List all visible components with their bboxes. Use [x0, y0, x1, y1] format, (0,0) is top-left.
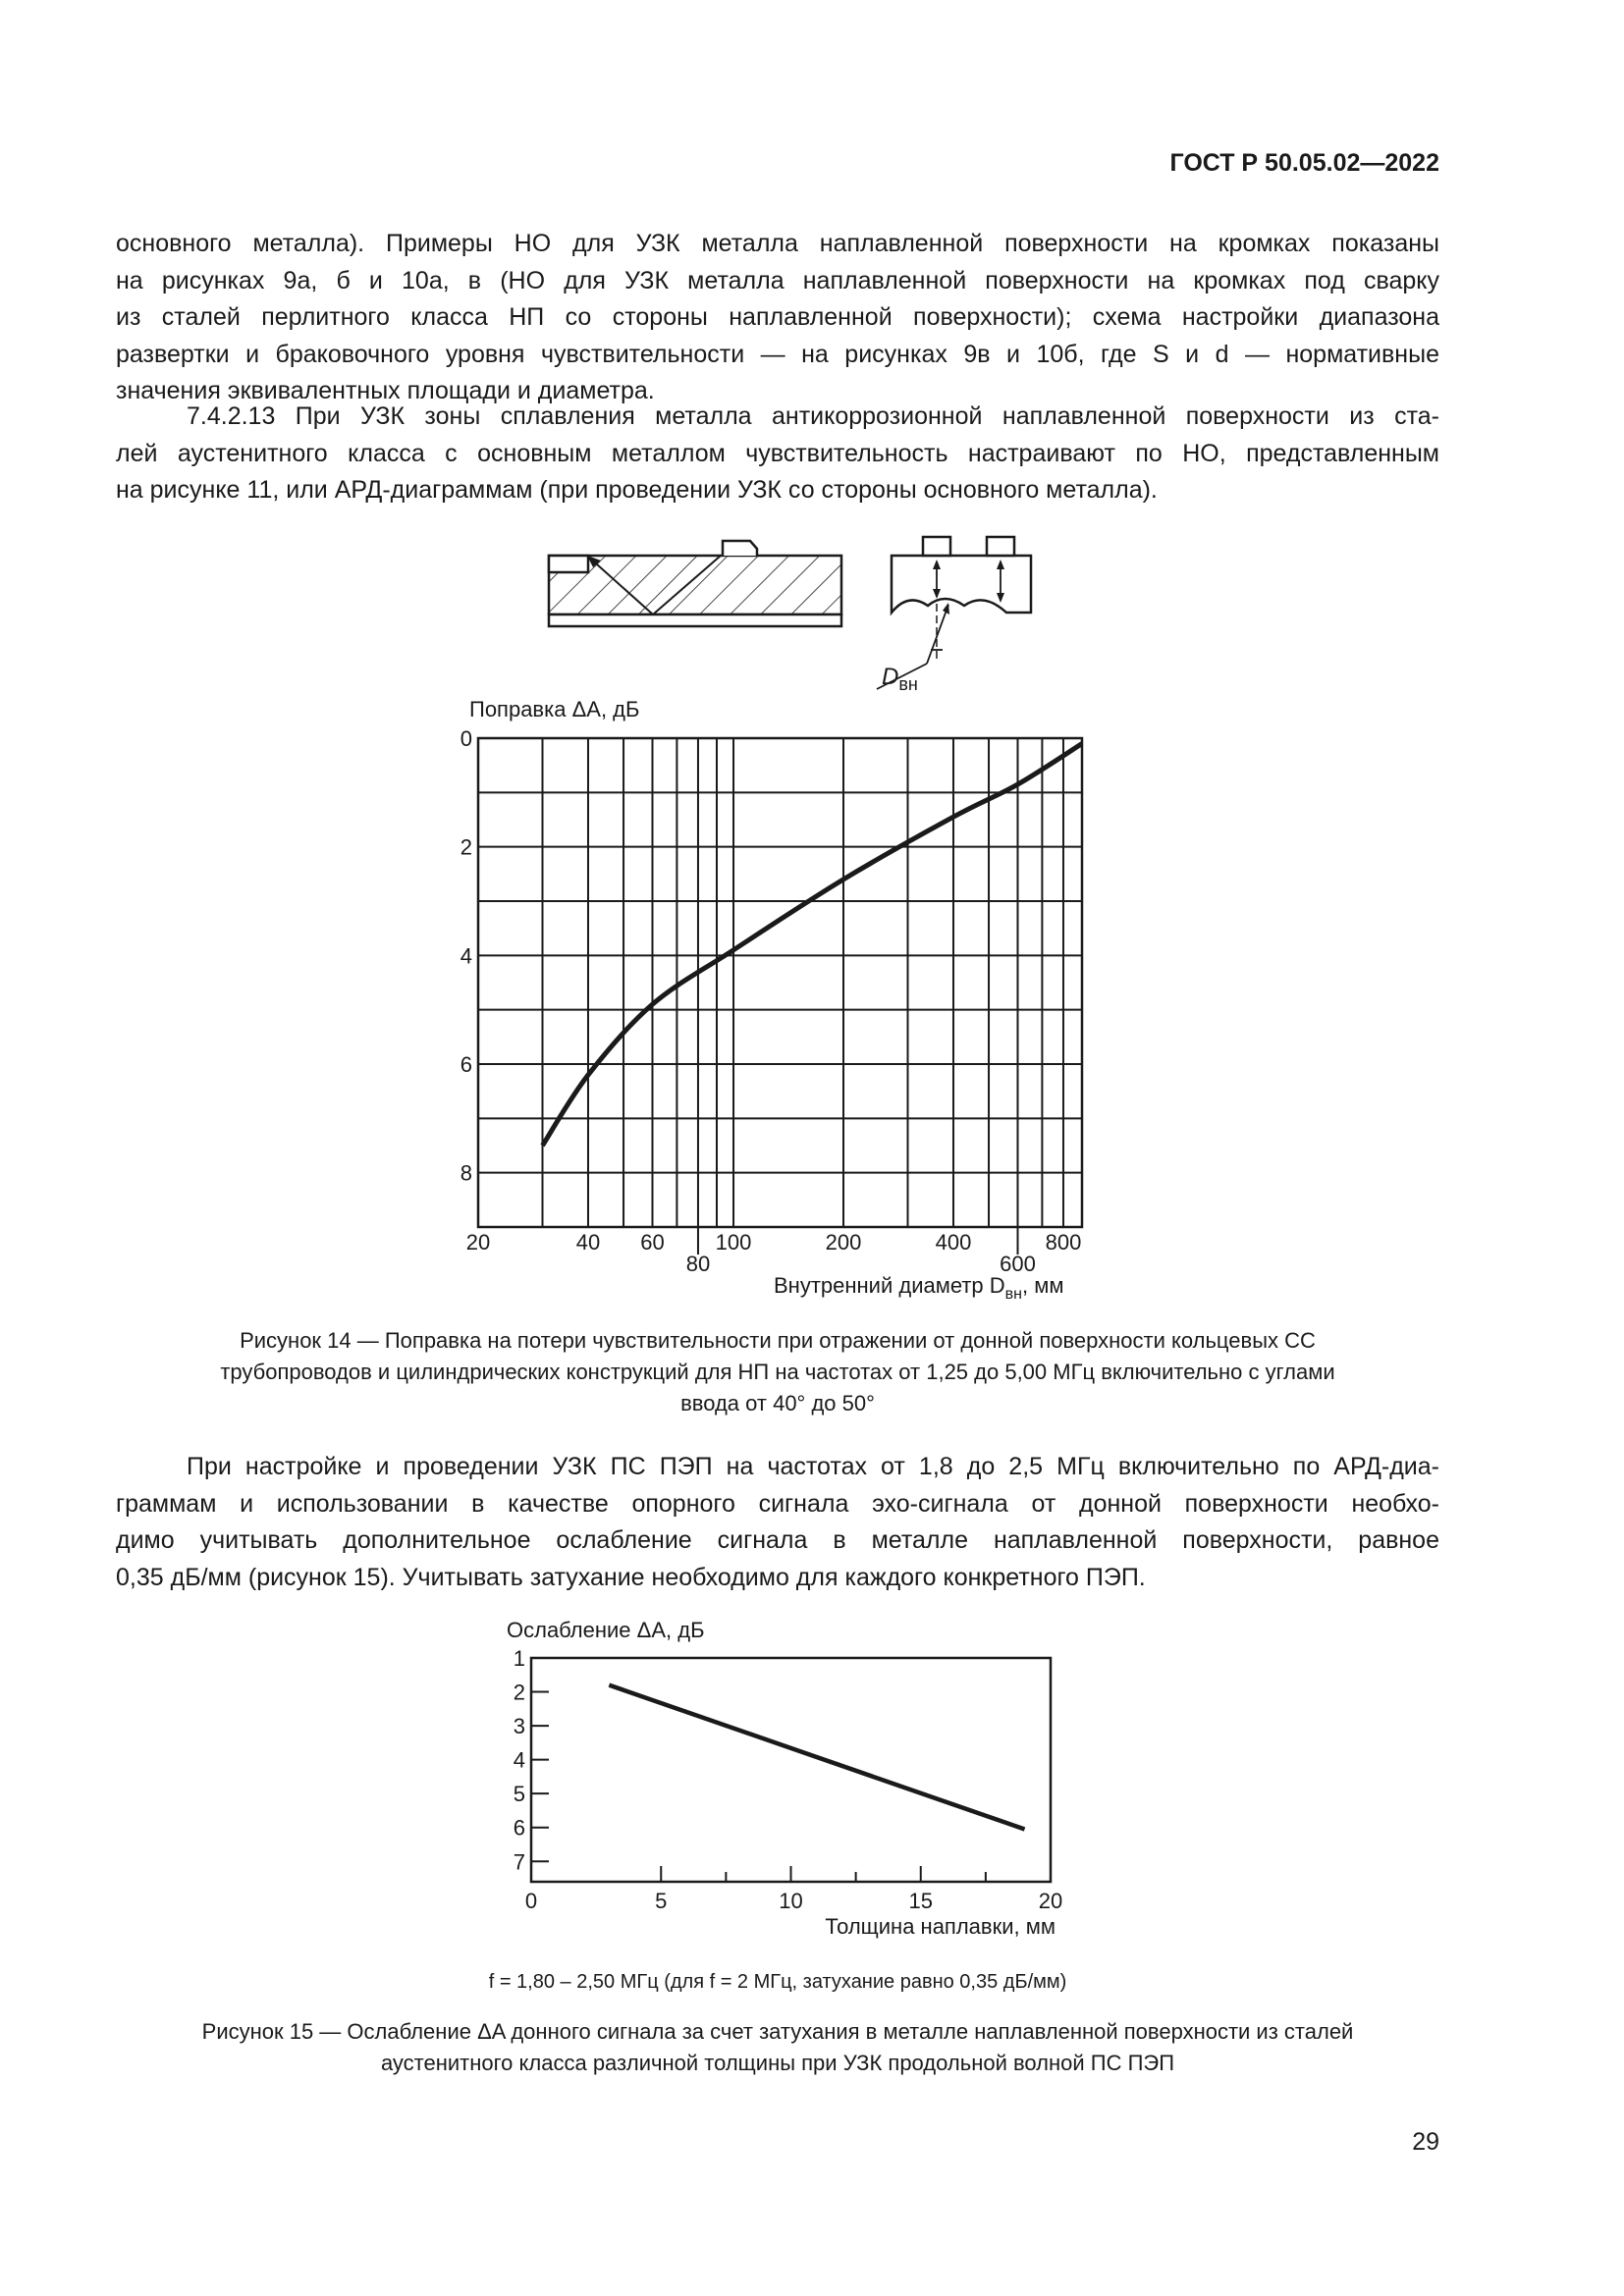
fig14-y-tick-label: 2	[460, 834, 472, 860]
fig14-x-tick-label: 200	[825, 1230, 862, 1255]
paragraph-line: лей аустенитного класса с основным металлом чувствительность настраивают по НО, представленным	[116, 439, 1439, 467]
fig14-x-tick-label: 80	[685, 1252, 711, 1276]
caption-line: трубопроводов и цилиндрических конструкций для НП на частотах от 1,25 до 5,00 МГц включительно с углами	[220, 1360, 1335, 1384]
caption-line: ввода от 40° до 50°	[680, 1391, 875, 1415]
fig14-x-axis-label-text: Внутренний диаметр D	[774, 1273, 1005, 1298]
fig14-x-tick-label: 20	[465, 1230, 491, 1255]
figure-15-caption	[116, 2016, 1439, 2079]
paragraph-line: значения эквивалентных площади и диаметра.	[116, 377, 655, 404]
fig15-x-tick-label: 0	[524, 1889, 538, 1913]
fig15-y-tick-label: 5	[513, 1782, 525, 1807]
paragraph-line: развертки и браковочного уровня чувствительности — на рисунках 9в и 10б, где S и d — нормативные	[116, 340, 1439, 368]
diameter-label-subscript: вн	[898, 674, 918, 694]
fig14-x-axis-label-unit: , мм	[1022, 1273, 1064, 1298]
fig14-y-axis-label: Поправка ΔA, дБ	[469, 697, 640, 721]
fig14-y-tick-label: 0	[460, 726, 472, 751]
paragraph-line: 7.4.2.13 При УЗК зоны сплавления металла антикоррозионной наплавленной поверхности из ста-	[187, 402, 1439, 430]
fig15-x-tick-label: 20	[1038, 1889, 1063, 1913]
fig14-x-tick-label: 800	[1045, 1230, 1082, 1255]
note-text: f = 1,80 – 2,50 МГц (для f = 2 МГц, затухание равно 0,35 дБ/мм)	[488, 1971, 1067, 1993]
fig15-y-tick-label: 7	[513, 1849, 525, 1875]
page-number: 29	[1412, 2128, 1439, 2156]
paragraph-line: димо учитывать дополнительное ослабление сигнала в металле наплавленной поверхности, равное	[116, 1526, 1439, 1554]
fig15-y-tick-label: 4	[513, 1747, 525, 1773]
paragraph-line: При настройке и проведении УЗК ПС ПЭП на частотах от 1,8 до 2,5 МГц включительно по АРД-диа-	[187, 1453, 1439, 1480]
fig14-x-axis-label-subscript: вн	[1004, 1286, 1023, 1303]
fig14-x-tick-label: 40	[575, 1230, 601, 1255]
fig15-x-tick-label: 5	[655, 1889, 668, 1913]
fig14-x-tick-label: 60	[640, 1230, 665, 1255]
fig15-x-axis-label: Толщина наплавки, мм	[825, 1914, 1056, 1939]
fig15-x-tick-label: 10	[779, 1889, 803, 1913]
fig15-x-tick-label: 15	[908, 1889, 933, 1913]
paragraph-line: граммам и использовании в качестве опорного сигнала эхо-сигнала от донной поверхности необхо-	[116, 1489, 1439, 1518]
fig15-frame	[531, 1658, 1051, 1882]
fig15-y-tick-label: 1	[513, 1646, 525, 1671]
fig15-attenuation-line	[609, 1685, 1024, 1830]
fig14-x-tick-label: 100	[715, 1230, 752, 1255]
fig14-x-tick-label: 600	[1000, 1252, 1036, 1276]
paragraph-line: основного металла). Примеры НО для УЗК металла наплавленной поверхности на кромках показаны	[116, 230, 1439, 257]
caption-line: Рисунок 15 — Ослабление ΔA донного сигнала за счет затухания в металле наплавленной поверхности из сталей	[201, 2019, 1354, 2044]
fig15-y-axis-label: Ослабление ΔA, дБ	[507, 1618, 705, 1642]
document-standard-number: ГОСТ Р 50.05.02—2022	[1169, 149, 1439, 177]
paragraph-line: на рисунках 9а, б и 10а, в (НО для УЗК металла наплавленной поверхности на кромках под сварку	[116, 266, 1439, 294]
fig15-y-tick-label: 6	[513, 1815, 525, 1841]
fig15-y-tick-label: 3	[513, 1714, 525, 1739]
paragraph-line: на рисунке 11, или АРД-диаграммам (при проведении УЗК со стороны основного металла).	[116, 476, 1158, 504]
paragraph-line: из сталей перлитного класса НП со стороны наплавленной поверхности); схема настройки диапазона	[116, 303, 1439, 331]
fig14-y-tick-label: 6	[460, 1052, 472, 1077]
figure-15-frequency-note	[116, 1971, 1439, 1994]
fig14-x-tick-label: 400	[935, 1230, 972, 1255]
fig15-ticks	[514, 1646, 1062, 1913]
caption-line: аустенитного класса различной толщины при УЗК продольной волной ПС ПЭП	[380, 2051, 1175, 2075]
diameter-label: D	[882, 664, 899, 690]
fig14-y-tick-label: 4	[460, 943, 472, 969]
paragraph-line: 0,35 дБ/мм (рисунок 15). Учитывать затухание необходимо для каждого конкретного ПЭП.	[116, 1563, 1146, 1591]
caption-line: Рисунок 14 — Поправка на потери чувствительности при отражении от донной поверхности кольцевых СС	[240, 1328, 1316, 1353]
fig15-y-tick-label: 2	[513, 1680, 525, 1705]
fig14-y-tick-label: 8	[460, 1160, 472, 1186]
